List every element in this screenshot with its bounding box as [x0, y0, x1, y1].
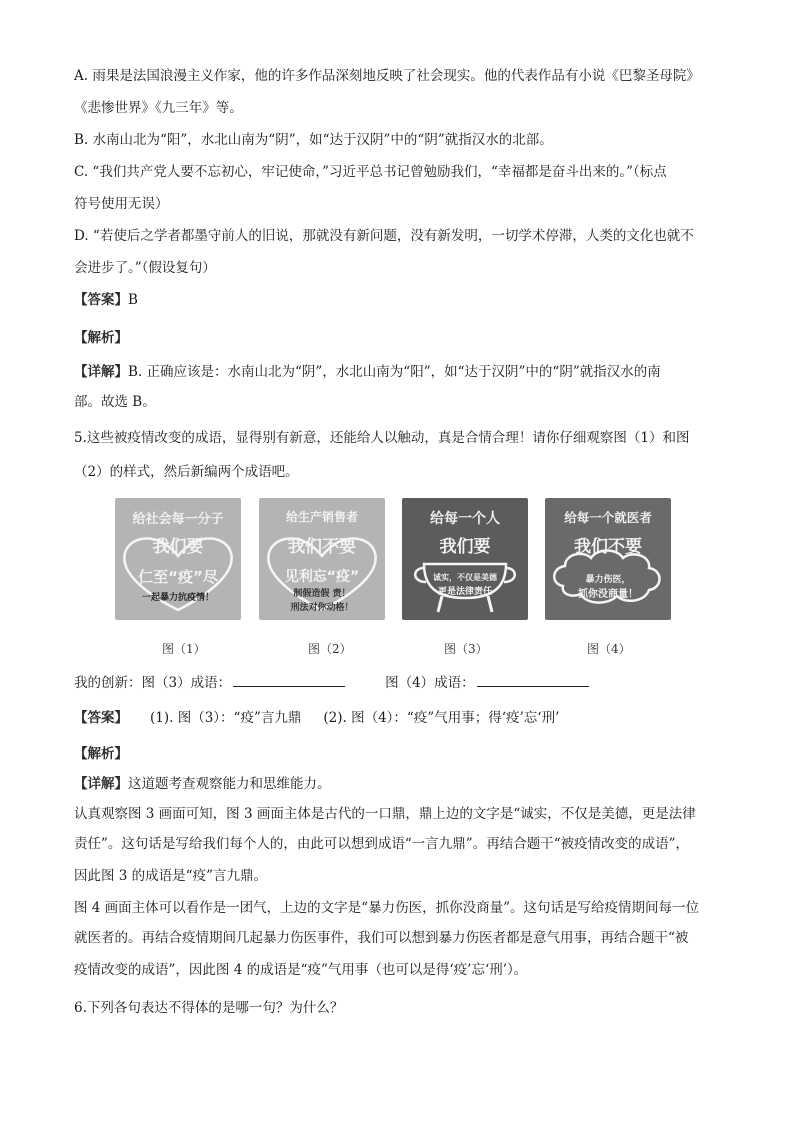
option-a-line1: A. 雨果是法国浪漫主义作家，他的许多作品深刻地反映了社会现实。他的代表作品有小说《巴黎圣母院》 — [74, 68, 700, 84]
figure-2-caption: 图（2） — [308, 642, 352, 656]
creation-label-4: 图（4）成语： — [385, 675, 475, 691]
figure-4-caption: 图（4） — [587, 642, 631, 656]
q5-detail-p6: 疫情改变的成语”，因此图 4 的成语是“疫”气用事（也可以是得‘疫’忘‘刑’）。 — [74, 962, 528, 978]
detail-tag: 【详解】 — [74, 364, 128, 380]
figure-3-inner2: 更是法律责任 — [437, 587, 492, 597]
option-d-line1: D. “若使后之学者都墨守前人的旧说，那就没有新问题，没有新发明，一切学术停滞，人类的文化也就不 — [74, 228, 694, 244]
q5-stem-line1: 5.这些被疫情改变的成语，显得别有新意，还能给人以触动，真是合情合理！请你仔细观察图（1）和图 — [74, 430, 690, 446]
answer-tag: 【答案】 — [74, 710, 128, 726]
creation-label-3: 我的创新：图（3）成语： — [74, 675, 232, 691]
q4-answer — [74, 290, 138, 310]
q5-analysis-heading — [74, 744, 128, 764]
q5-detail-p2: 责任”。这句话是写给我们每个人的，由此可以想到成语“一言九鼎”。再结合题干“被疫情改变的成语”， — [74, 836, 690, 852]
answer-tag: 【答案】 — [74, 292, 128, 308]
blank-fig3[interactable] — [233, 672, 345, 687]
figure-1-line1: 给社会每一分子 — [132, 512, 224, 527]
option-b: B. 水南山北为“阳”，水北山南为“阴”，如“达于汉阴”中的“阴”就指汉水的北部。 — [74, 132, 553, 148]
figure-1-inner1: 仁至“疫”尽 — [138, 568, 218, 586]
figure-3-inner1: 诚实，不仅是美德 — [433, 573, 497, 582]
q4-detail-line2: 部。故选 B。 — [74, 394, 156, 410]
figure-3-line2: 我们要 — [439, 537, 491, 557]
q5-detail-p3: 因此图 3 的成语是“疫”言九鼎。 — [74, 868, 267, 884]
option-d-line2: 会进步了。”（假设复句） — [74, 260, 216, 276]
analysis-tag: 【解析】 — [74, 746, 128, 762]
figure-3-caption: 图（3） — [444, 642, 488, 656]
figure-4-line1: 给每一个就医者 — [564, 510, 652, 525]
figure-2-line1: 给生产销售者 — [285, 510, 358, 524]
q5-detail-p1: 认真观察图 3 画面可知，图 3 画面主体是古代的一口鼎，鼎上边的文字是“诚实，不仅是美德，更是法律 — [74, 806, 696, 822]
analysis-tag: 【解析】 — [74, 330, 128, 346]
answer-part1: (1). 图（3）：“疫”言九鼎 — [150, 710, 302, 726]
figure-2-inner3: 刑法对你动格！ — [290, 603, 354, 613]
answer-part2: (2). 图（4）：“疫”气用事；得‘疫’忘‘刑’ — [323, 710, 560, 726]
figure-1-inner2: 一起暴力抗疫情！ — [141, 593, 214, 603]
option-c-line1: C. “我们共产党人要不忘初心，牢记使命，”习近平总书记曾勉励我们，“幸福都是奋斗出来的。”（标点 — [74, 164, 667, 180]
option-a-line2: 《悲惨世界》《九三年》等。 — [74, 100, 243, 116]
q4-analysis-heading — [74, 328, 128, 348]
q5-detail-p4: 图 4 画面主体可以看作是一团气，上边的文字是“暴力伤医，抓你没商量”。这句话是写给疫情期间每一位 — [74, 900, 699, 916]
q5-detail-p5: 就医者的。再结合疫情期间几起暴力伤医事件，我们可以想到暴力伤医者都是意气用事，再结合题干“被 — [74, 930, 689, 946]
figure-4-image — [545, 498, 671, 620]
answer-value: B — [128, 292, 138, 308]
figure-4-inner2: 抓你没商量！ — [578, 589, 638, 600]
figure-1-line2: 我们要 — [152, 537, 204, 557]
q6-stem: 6.下列各句表达不得体的是哪一句？为什么？ — [74, 1000, 344, 1016]
figure-4-line2: 我们不要 — [574, 537, 642, 557]
q4-detail-line1 — [74, 362, 661, 382]
q5-detail-line0 — [74, 774, 331, 794]
creation-line — [74, 672, 589, 693]
option-c-line2: 符号使用无误） — [74, 196, 169, 212]
figure-1-caption: 图（1） — [162, 642, 206, 656]
blank-fig4[interactable] — [477, 672, 589, 687]
figure-1-image — [115, 498, 241, 620]
figure-4-inner1: 暴力伤医， — [585, 575, 631, 585]
figure-2-inner1: 见利忘“疫” — [284, 569, 360, 585]
figure-2-image — [259, 498, 385, 620]
detail-text: B. 正确应该是：水南山北为“阴”，水北山南为“阳”，如“达于汉阴”中的“阴”就指汉水的南 — [128, 364, 661, 380]
figure-3-line1: 给每一个人 — [430, 511, 500, 527]
detail-tag: 【详解】 — [74, 776, 128, 792]
detail-text: 这道题考查观察能力和思维能力。 — [128, 776, 331, 792]
q5-stem-line2: （2）的样式，然后新编两个成语吧。 — [74, 464, 299, 480]
figure-2-line2: 我们不要 — [288, 537, 356, 557]
figure-2-inner2: 制假造假 责！ — [293, 589, 351, 599]
q5-answer — [74, 708, 559, 728]
figure-3-image — [402, 498, 528, 620]
